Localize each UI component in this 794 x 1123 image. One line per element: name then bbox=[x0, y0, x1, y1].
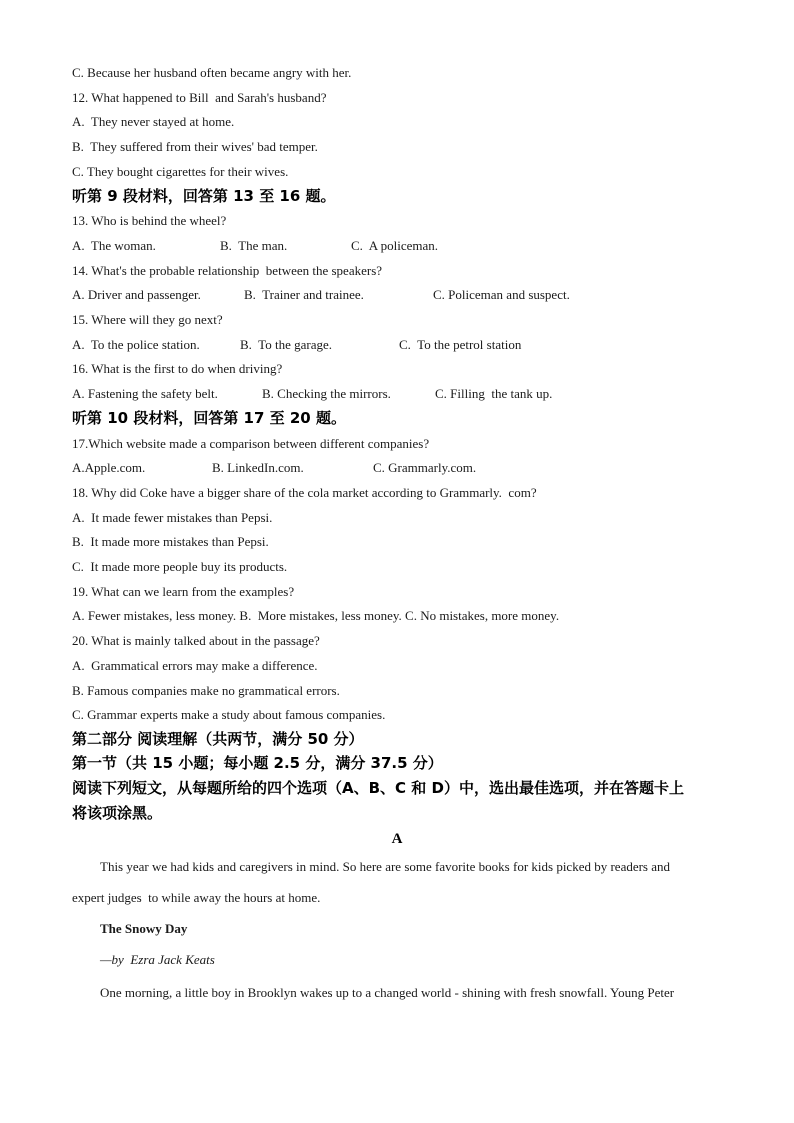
instruction-line: 将该项涂黑。 bbox=[72, 804, 163, 822]
option-line: C. It made more people buy its products. bbox=[72, 559, 288, 574]
question-17: 17.Which website made a comparison between different companies? bbox=[72, 436, 430, 451]
paragraph-line: expert judges to while away the hours at home. bbox=[72, 890, 321, 905]
book-title: The Snowy Day bbox=[100, 921, 188, 936]
section-heading: 听第 9 段材料，回答第 13 至 16 题。 bbox=[72, 187, 336, 205]
question-18: 18. Why did Coke have a bigger share of the cola market according to Grammarly. com? bbox=[72, 485, 537, 500]
question-20: 20. What is mainly talked about in the passage? bbox=[72, 633, 320, 648]
option-b: B. LinkedIn.com. bbox=[212, 460, 304, 475]
option-line: B. They suffered from their wives' bad temper. bbox=[72, 139, 318, 154]
question-15: 15. Where will they go next? bbox=[72, 312, 223, 327]
option-c: C. Filling the tank up. bbox=[435, 386, 553, 401]
option-line: B. Famous companies make no grammatical errors. bbox=[72, 683, 340, 698]
instruction-line: 阅读下列短文，从每题所给的四个选项（A、B、C 和 D）中，选出最佳选项，并在答题卡上 bbox=[72, 779, 684, 797]
book-author: —by Ezra Jack Keats bbox=[100, 952, 215, 967]
option-line: C. They bought cigarettes for their wives. bbox=[72, 164, 289, 179]
option-a: A. The woman. bbox=[72, 238, 156, 253]
option-a: A. To the police station. bbox=[72, 337, 200, 352]
option-line: A. They never stayed at home. bbox=[72, 114, 235, 129]
passage-label: A bbox=[391, 831, 403, 847]
option-c: C. To the petrol station bbox=[399, 337, 522, 352]
option-c: C. Policeman and suspect. bbox=[433, 287, 570, 302]
option-line: C. Grammar experts make a study about famous companies. bbox=[72, 707, 386, 722]
paragraph-line: One morning, a little boy in Brooklyn wakes up to a changed world - shining with fresh snowfall. Young Peter bbox=[100, 985, 675, 1000]
question-16: 16. What is the first to do when driving? bbox=[72, 361, 283, 376]
option-a: A.Apple.com. bbox=[72, 460, 146, 475]
option-a: A. Driver and passenger. bbox=[72, 287, 201, 302]
option-b: B. Trainer and trainee. bbox=[244, 287, 364, 302]
part-heading: 第二部分 阅读理解（共两节，满分 50 分） bbox=[72, 730, 364, 748]
option-b: B. Checking the mirrors. bbox=[262, 386, 391, 401]
section-heading: 第一节（共 15 小题；每小题 2.5 分，满分 37.5 分） bbox=[72, 754, 443, 772]
paragraph-line: This year we had kids and caregivers in mind. So here are some favorite books for kids picked by readers and bbox=[100, 859, 671, 874]
option-a: A. Fastening the safety belt. bbox=[72, 386, 218, 401]
option-b: B. The man. bbox=[220, 238, 288, 253]
option-line: B. It made more mistakes than Pepsi. bbox=[72, 534, 269, 549]
option-b: B. To the garage. bbox=[240, 337, 332, 352]
option-c: C. A policeman. bbox=[351, 238, 439, 253]
question-14: 14. What's the probable relationship between the speakers? bbox=[72, 263, 383, 278]
option-line: C. Because her husband often became angry with her. bbox=[72, 65, 352, 80]
option-line: A. Fewer mistakes, less money. B. More mistakes, less money. C. No mistakes, more money. bbox=[72, 608, 560, 623]
question-12: 12. What happened to Bill and Sarah's husband? bbox=[72, 90, 327, 105]
option-c: C. Grammarly.com. bbox=[373, 460, 477, 475]
section-heading: 听第 10 段材料，回答第 17 至 20 题。 bbox=[72, 409, 346, 427]
question-13: 13. Who is behind the wheel? bbox=[72, 213, 227, 228]
question-19: 19. What can we learn from the examples? bbox=[72, 584, 295, 599]
option-line: A. Grammatical errors may make a difference. bbox=[72, 658, 318, 673]
option-line: A. It made fewer mistakes than Pepsi. bbox=[72, 510, 273, 525]
